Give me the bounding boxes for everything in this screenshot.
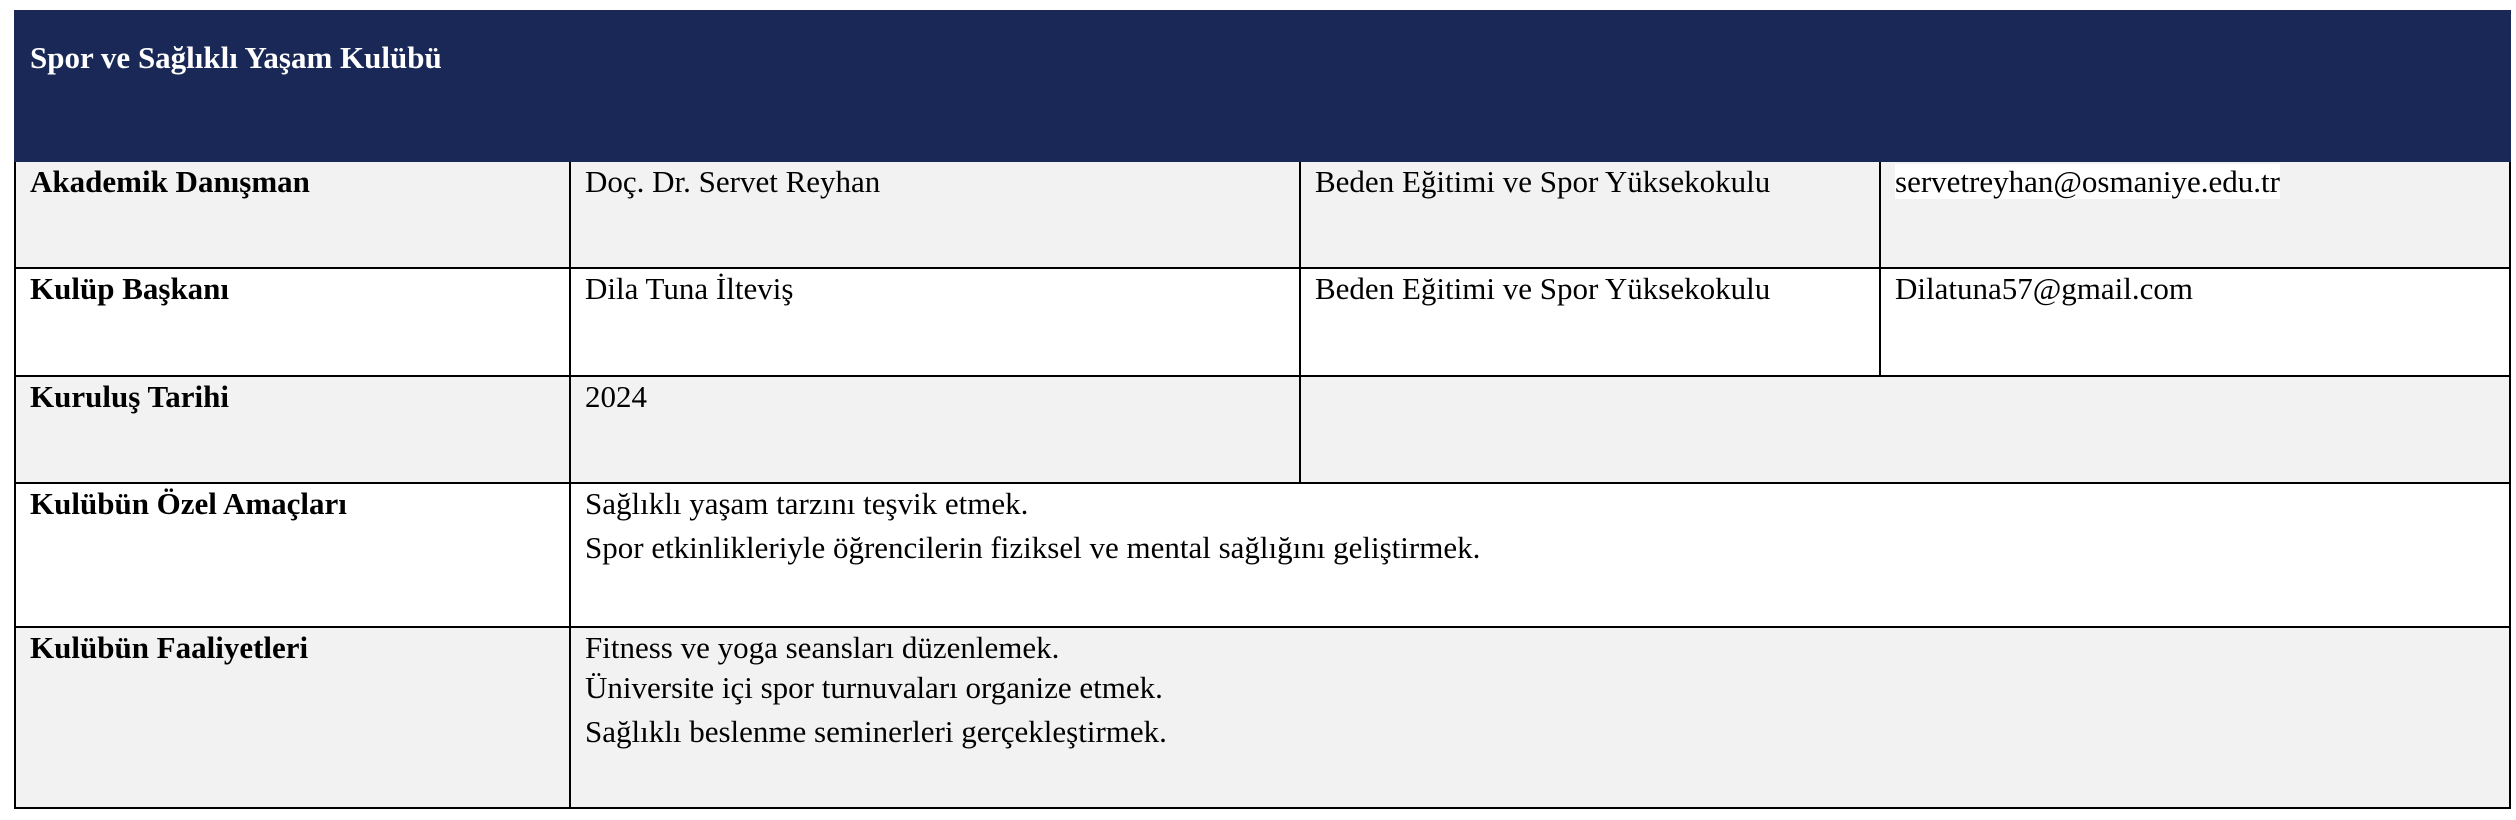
goals-content — [570, 483, 2510, 627]
club-info-table — [14, 10, 2511, 809]
president-unit: Beden Eğitimi ve Spor Yüksekokulu — [1300, 268, 1880, 376]
table-row-advisor — [15, 161, 2510, 268]
advisor-email[interactable]: servetreyhan@osmaniye.edu.tr — [1895, 164, 2280, 199]
table-row-goals — [15, 483, 2510, 627]
goal-line: Spor etkinlikleriyle öğrencilerin fiziksel ve mental sağlığını geliştirmek. — [585, 530, 1481, 565]
president-label: Kulüp Başkanı — [15, 268, 570, 376]
activity-line: Fitness ve yoga seansları düzenlemek. — [585, 630, 1060, 665]
goals-label: Kulübün Özel Amaçları — [15, 483, 570, 627]
founded-value: 2024 — [570, 376, 1300, 483]
advisor-label: Akademik Danışman — [15, 161, 570, 268]
club-title: Spor ve Sağlıklı Yaşam Kulübü — [15, 11, 2510, 161]
table-header-row — [15, 11, 2510, 161]
founded-label: Kuruluş Tarihi — [15, 376, 570, 483]
activities-content — [570, 627, 2510, 808]
activity-line: Üniversite içi spor turnuvaları organize etmek. — [585, 670, 1163, 705]
table-row-president — [15, 268, 2510, 376]
advisor-email-cell — [1880, 161, 2510, 268]
activity-line: Sağlıklı beslenme seminerleri gerçekleştirmek. — [585, 714, 1167, 749]
table-row-activities — [15, 627, 2510, 808]
activities-label: Kulübün Faaliyetleri — [15, 627, 570, 808]
advisor-name: Doç. Dr. Servet Reyhan — [570, 161, 1300, 268]
president-name: Dila Tuna İlteviş — [570, 268, 1300, 376]
president-email[interactable]: Dilatuna57@gmail.com — [1880, 268, 2510, 376]
founded-empty-cell — [1300, 376, 2510, 483]
advisor-unit: Beden Eğitimi ve Spor Yüksekokulu — [1300, 161, 1880, 268]
table-row-founded — [15, 376, 2510, 483]
goal-line: Sağlıklı yaşam tarzını teşvik etmek. — [585, 486, 1029, 521]
